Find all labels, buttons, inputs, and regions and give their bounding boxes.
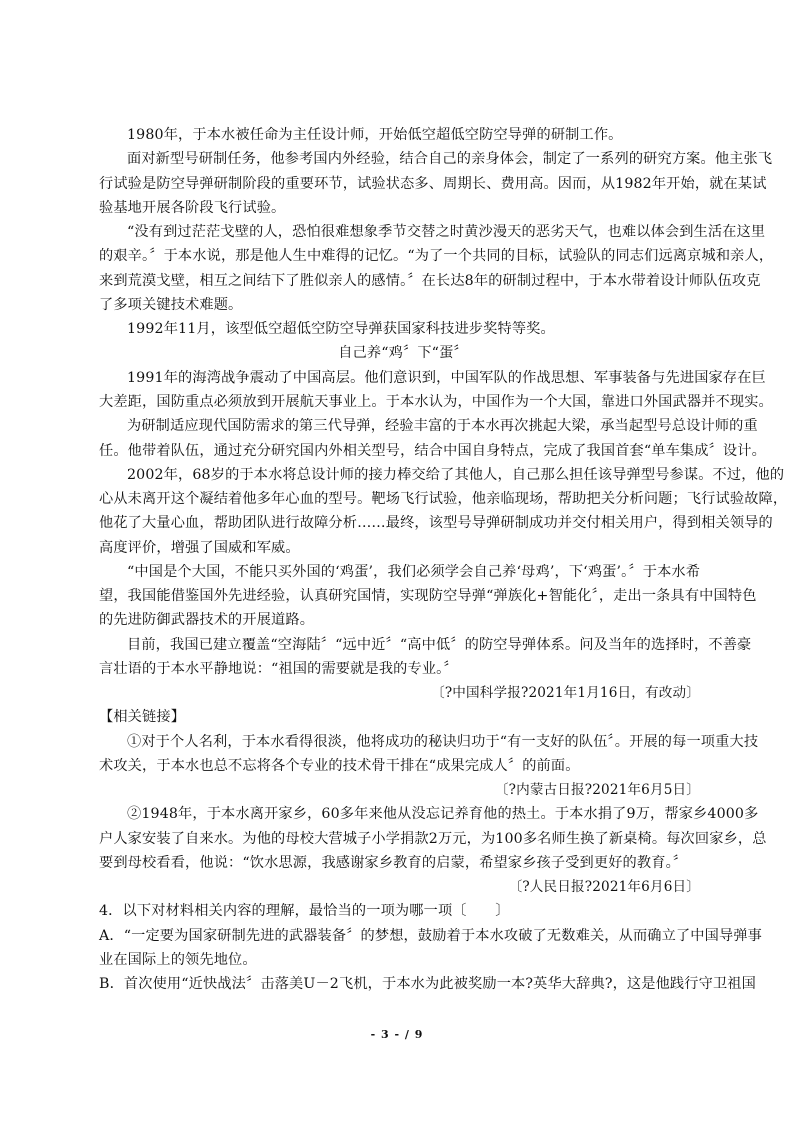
paragraph-line: 了多项关键技术难题。 [99, 297, 243, 313]
page-number: - 3 - / 9 [370, 1028, 424, 1041]
paragraph-line: 任。他带着队伍，通过充分研究国内外相关型号，结合中国自身特点，完成了我国首套“单车集成〞设计。 [99, 443, 766, 459]
option-a-line: A．“一定要为国家研制先进的武器装备〞的梦想，鼓励着于本水攻破了无数难关，从而确立了中国导弹事 [99, 928, 762, 944]
paragraph-line: 望，我国能借鉴国外先进经验，认真研究国情，实现防空导弹“弹族化+智能化〞，走出一条具有中国特色 [99, 588, 757, 604]
paragraph-line: 1992年11月，该型低空超低空防空导弹获国家科技进步奖特等奖。 [127, 321, 555, 337]
option-b-line: B．首次使用“近快战法〞击落美U－2飞机，于本水为此被奖励一本?英华大辞典?，这是他践行守卫祖国 [99, 976, 756, 992]
source-citation: 〔?人民日报?2021年6月6日〕 [508, 879, 700, 895]
paragraph-line: 心从未离开这个凝结着他多年心血的型号。靶场飞行试验，他亲临现场，帮助把关分析问题；飞行试验故障， [99, 491, 788, 507]
paragraph-line: 1980年，于本水被任命为主任设计师，开始低空超低空防空导弹的研制工作。 [127, 127, 623, 143]
paragraph-line: 高度评价，增强了国威和军威。 [99, 540, 300, 556]
paragraph-line: 术攻关，于本水也总不忘将各个专业的技术骨干排在“成果完成人〞的前面。 [99, 758, 580, 774]
paragraph-line: 来到荒漠戈壁，相互之间结下了胜似亲人的感情。〞在长达8年的研制过程中，于本水带着设计师队伍攻克 [99, 273, 761, 289]
paragraph-line: 的艰辛。〞于本水说，那是他人生中难得的记忆。“为了一个共同的目标，试验队的同志们远离京城和亲人， [99, 248, 774, 264]
paragraph-line: ②1948年，于本水离开家乡，60多年来他从没忘记养育他的热土。于本水捐了9万，帮家乡4000多 [127, 806, 759, 822]
paragraph-line: 言壮语的于本水平静地说：“祖国的需要就是我的专业。〞 [99, 661, 458, 677]
source-citation: 〔?内蒙古日报?2021年6月5日〕 [494, 782, 700, 798]
paragraph-line: 2002年，68岁的于本水将总设计师的接力棒交给了其他人，自己那么担任该导弹型号参谋。不过，他的 [127, 467, 785, 483]
paragraph-line: 他花了大量心血，帮助团队进行故障分析……最终，该型号导弹研制成功并交付相关用户，得到相关领导的 [99, 515, 773, 531]
paragraph-line: 行试验是防空导弹研制阶段的重要环节，试验状态多、周期长、费用高。因而，从1982年开始，就在某试 [99, 176, 767, 192]
option-a-line: 业在国际上的领先地位。 [99, 952, 257, 968]
paragraph-line: “中国是个大国，不能只买外国的‘鸡蛋’，我们必须学会自己养‘母鸡’，下‘鸡蛋’。〞于本水希 [127, 564, 701, 580]
source-citation: 〔?中国科学报?2021年1月16日，有改动〕 [431, 685, 700, 701]
paragraph-line: 户人家安装了自来水。为他的母校大营城子小学捐款2万元，为100多名师生换了新桌椅。每次回家乡，总 [99, 831, 767, 847]
paragraph-line: 验基地开展各阶段飞行试验。 [99, 200, 286, 216]
question-stem: 4．以下对材料相关内容的理解，最恰当的一项为哪一项〔 〕 [99, 903, 510, 919]
paragraph-line: 大差距，国防重点必须放到开展航天事业上。于本水认为，中国作为一个大国，靠进口外国武器并不现实。 [99, 394, 773, 410]
paragraph-line: ①对于个人名利，于本水看得很淡，他将成功的秘诀归功于“有一支好的队伍〞。开展的每一项重大技 [127, 734, 759, 750]
link-heading: 【相关链接】 [99, 709, 186, 725]
paragraph-line: 的先进防御武器技术的开展道路。 [99, 612, 315, 628]
paragraph-line: 为研制适应现代国防需求的第三代导弹，经验丰富的于本水再次挑起大梁，承当起型号总设计师的重 [127, 418, 758, 434]
paragraph-line: 面对新型号研制任务，他参考国内外经验，结合自己的亲身体会，制定了一系列的研究方案。他主张飞 [127, 151, 773, 167]
paragraph-line: 要到母校看看，他说：“饮水思源，我感谢家乡教育的启蒙，希望家乡孩子受到更好的教育。〞 [99, 855, 688, 871]
section-heading: 自己养“鸡〞下“蛋〞 [338, 345, 468, 361]
paragraph-line: “没有到过茫茫戈壁的人，恐怕很难想象季节交替之时黄沙漫天的恶劣天气，也难以体会到生活在这里 [127, 224, 766, 240]
paragraph-line: 目前，我国已建立覆盖“空海陆〞“远中近〞“高中低〞的防空导弹体系。问及当年的选择时，不善豪 [127, 637, 752, 653]
paragraph-line: 1991年的海湾战争震动了中国高层。他们意识到，中国军队的作战思想、军事装备与先进国家存在巨 [127, 370, 766, 386]
